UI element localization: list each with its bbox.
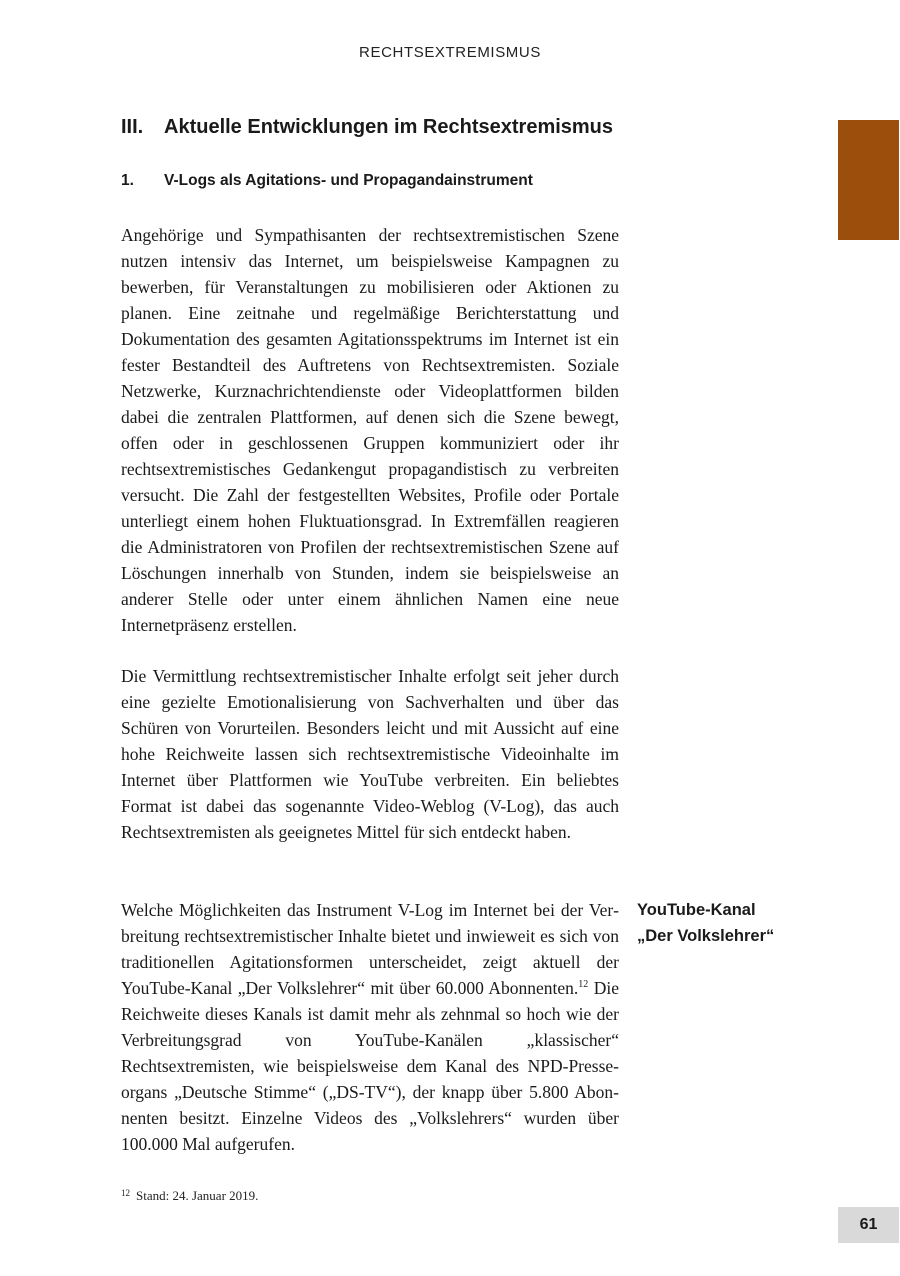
margin-note-line: „Der Volkslehrer“ bbox=[637, 927, 775, 945]
section-heading bbox=[121, 172, 533, 190]
body-paragraph: Angehörige und Sympathisanten der rechtsextremistischen Szene nutzen intensiv das Internet, um beispielsweise Kampagnen zu bewerben, für Veranstaltungen zu mobilisieren oder Aktionen zu planen. Eine zeitnahe und regelmäßige Berichterstattung und Dokumentation des gesamten Agitationsspektrums im Internet ist ein fester Bestandteil des Auftretens von Rechtsextremisten. Soziale Netzwerke, Kurznachrichtendienste oder Videoplattformen bilden dabei die zentralen Plattformen, auf denen sich die Szene bewegt, offen oder in geschlossenen Gruppen kommuniziert oder ihr rechtsextremistisches Gedankengut propagandistisch zu verbreiten versucht. Die Zahl der festgestellten Websites, Profile oder Portale unterliegt einem hohen Fluktuationsgrad. In Extremfällen reagieren die Administratoren von Profilen der rechtsextremistischen Szene auf Löschungen innerhalb von Stunden, indem sie beispielsweise an anderer Stelle oder unter einem ähnlichen Namen eine neue Internetpräsenz erstellen. bbox=[121, 225, 619, 635]
section-title: V-Logs als Agitations- und Propagandainstrument bbox=[164, 172, 533, 189]
footnote-reference: 12 bbox=[578, 979, 589, 990]
margin-note-line: YouTube-Kanal bbox=[637, 901, 756, 919]
paragraph-text: Die Reichweite dieses Kanals ist damit mehr als zehnmal so hoch wie der Verbreitungsgrad von YouTube-Kanälen „klassischer“ Rechtsextremisten, wie beispielsweise dem Kanal des NPD-Presseorgans „Deutsche Stimme“ („DS-TV“), der knapp über 5.800 Abonnenten besitzt. Einzelne Videos des „Volkslehrers“ wurden über 100.000 Mal aufgerufen. bbox=[121, 978, 619, 1154]
chapter-number: III. bbox=[121, 116, 144, 138]
chapter-tab-marker bbox=[838, 120, 899, 240]
body-paragraph bbox=[121, 897, 619, 1157]
chapter-title: Aktuelle Entwicklungen im Rechtsextremismus bbox=[164, 116, 614, 138]
footnote-text: Stand: 24. Januar 2019. bbox=[136, 1188, 259, 1203]
chapter-heading bbox=[121, 116, 613, 139]
margin-note bbox=[637, 897, 837, 949]
page-number: 61 bbox=[838, 1207, 899, 1243]
running-head: RECHTSEXTREMISMUS bbox=[359, 44, 541, 61]
footnote bbox=[121, 1188, 619, 1204]
body-paragraph: Die Vermittlung rechtsextremistischer Inhalte erfolgt seit jeher durch eine gezielte Emotionalisierung von Sachverhalten und über das Schüren von Vorurteilen. Besonders leicht und mit Aussicht auf eine hohe Reichweite lassen sich rechtsextremistische Videoinhalte im Internet über Plattformen wie YouTube verbreiten. Ein beliebtes Format ist dabei das sogenannte Video-Weblog (V-Log), das auch Rechtsextremisten als geeignetes Mittel für sich entdeckt haben. bbox=[121, 666, 619, 842]
footnote-number: 12 bbox=[121, 1188, 130, 1198]
section-number: 1. bbox=[121, 172, 134, 189]
paragraph-text: Welche Möglichkeiten das Instrument V-Log im Internet bei der Verbreitung rechtsextremistischer Inhalte bietet und inwieweit es sich von traditionellen Agitationsformen unterscheidet, zeigt aktuell der YouTube-Kanal „Der Volkslehrer“ mit über 60.000 Abonnenten. bbox=[121, 900, 619, 998]
